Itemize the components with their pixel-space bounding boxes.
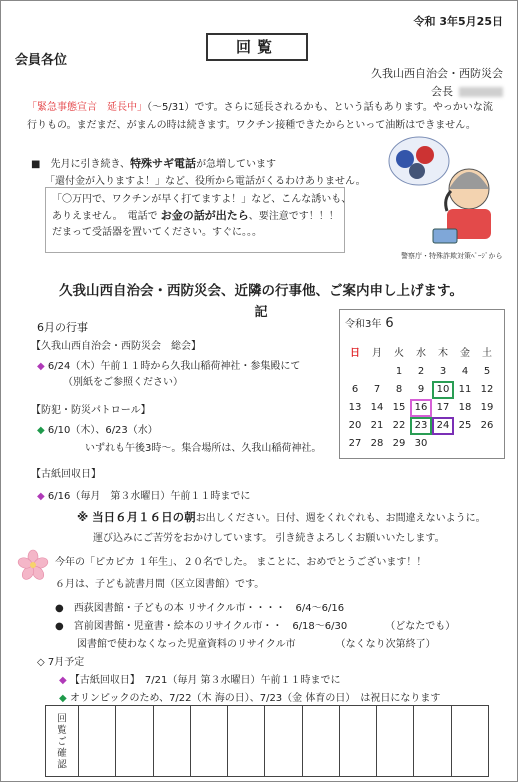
calendar-day: 21 xyxy=(370,420,384,431)
calendar-day: 8 xyxy=(395,384,403,395)
sec3-note1 xyxy=(77,509,486,525)
intro-paragraph xyxy=(27,99,497,135)
library-item-2-text: ● 宮前図書館・児童書・絵本のリサイクル市・・ 6/18～6/30 xyxy=(55,621,348,632)
calendar-day: 4 xyxy=(461,366,469,377)
calendar-day: 11 xyxy=(458,384,472,395)
illustration-caption: 警察庁・特殊詐欺対策ﾍﾟｰｼﾞから xyxy=(401,252,503,260)
weekday-label: 金 xyxy=(460,348,470,359)
calendar-day: 12 xyxy=(480,384,494,395)
headline: 久我山西自治会・西防災会、近隣の行事他、ご案内申し上げます。 xyxy=(59,283,463,299)
calendar-day: 25 xyxy=(458,420,472,431)
redacted-name xyxy=(459,87,503,97)
ki-mark: 記 xyxy=(254,305,268,320)
calendar-day: 23 xyxy=(410,417,432,435)
confirm-cell xyxy=(451,706,488,777)
sakura-flower-icon xyxy=(17,549,49,581)
calendar-day: 10 xyxy=(432,381,454,399)
calendar-day: 28 xyxy=(370,438,384,449)
calendar-day: 2 xyxy=(417,366,425,377)
sec2-title: 【防犯・防災パトロール】 xyxy=(31,405,151,416)
sec3-note2: 運び込みにご苦労をおかけしています。 引き続きよろしくお願いいたします。 xyxy=(93,533,445,544)
calendar-day: 17 xyxy=(436,402,450,413)
confirm-cell xyxy=(265,706,302,777)
kairan-title: 回覧 xyxy=(206,33,308,61)
weekday-label: 土 xyxy=(482,348,492,359)
confirm-cell xyxy=(190,706,227,777)
calendar-day: 5 xyxy=(483,366,491,377)
intro-text: （～5/31）です。さらに延長されるかも、という話もあります。やっかいな流行りもの。まだまだ、がまんの時は続きます。ワクチン接種できたからといって油断はできません。 xyxy=(27,102,493,131)
scam-box-line1: 「〇万円で、ワクチンが早く打てますよ！」など、こんな誘いも、 xyxy=(52,194,352,205)
confirm-cell xyxy=(228,706,265,777)
sec2-item-text: 6/10（木）、6/23（水） xyxy=(47,425,158,436)
weekday-label: 木 xyxy=(438,348,448,359)
calendar-day: 7 xyxy=(373,384,381,395)
emergency-label: 「緊急事態宣言 延長中」 xyxy=(27,102,147,113)
chair-line xyxy=(431,83,503,99)
weekday-label: 日 xyxy=(350,348,360,359)
library-item-3 xyxy=(77,635,436,650)
scam-line2: 「還付金が入りますよ！」など、役所から電話がくるわけありません。 xyxy=(45,176,366,187)
july-item-2 xyxy=(59,689,440,704)
sec3-note1-bold: ※ 当日６月１６日の朝 xyxy=(77,510,196,524)
diamond-bullet-icon: ◆ xyxy=(37,491,48,502)
issue-date: 令和 3年5月25日 xyxy=(413,15,503,28)
calendar-day: 29 xyxy=(392,438,406,449)
sec3-title: 【古紙回収日】 xyxy=(31,469,101,480)
sec1-item xyxy=(37,357,300,372)
calendar-day: 15 xyxy=(392,402,406,413)
sec2-item xyxy=(37,421,158,436)
calendar-day: 20 xyxy=(348,420,362,431)
confirm-cell xyxy=(377,706,414,777)
june-title: 6月の行事 xyxy=(37,321,88,334)
confirm-cell xyxy=(153,706,190,777)
diamond-bullet-icon: ◆ xyxy=(37,425,48,436)
sec3-item xyxy=(37,487,250,502)
scam-notice xyxy=(31,155,366,190)
scam-box-line2-post: 、要注意です！！！ xyxy=(248,211,339,222)
weekday-label: 火 xyxy=(394,348,404,359)
calendar-month: 6 xyxy=(385,316,394,331)
confirm-cell xyxy=(414,706,451,777)
sec3-item-text: 6/16（毎月 第３水曜日）午前１１時までに xyxy=(47,491,251,502)
july-item-2-text: オリンピックのため、7/22（木 海の日）、7/23（金 体育の日） は祝日になります xyxy=(69,693,441,704)
organization-name: 久我山西自治会・西防災会 xyxy=(371,67,503,80)
calendar-day: 14 xyxy=(370,402,384,413)
calendar-day: 24 xyxy=(432,417,454,435)
calendar-title xyxy=(345,315,394,331)
library-item-2-note: （どなたでも） xyxy=(385,621,456,632)
sec3-note1-text: お出しください。日付、週をくれぐれも、お間違えないように。 xyxy=(195,513,486,524)
calendar-day: 26 xyxy=(480,420,494,431)
calendar-day: 16 xyxy=(410,399,432,417)
calendar-day: 30 xyxy=(414,438,428,449)
confirmation-grid xyxy=(45,705,489,777)
diamond-bullet-icon: ◆ xyxy=(59,693,70,704)
library-item-3-text: 図書館で使わなくなった児童資料のリサイクル市 xyxy=(77,639,296,650)
calendar-day: 9 xyxy=(417,384,425,395)
calendar-day: 18 xyxy=(458,402,472,413)
july-item-1-text: 【古紙回収日】 7/21（毎月 第３水曜日）午前１１時までに xyxy=(69,675,341,686)
scam-box-line3: だまって受話器を置いてください。すぐに。。。 xyxy=(52,227,262,238)
scam-box xyxy=(45,187,352,253)
confirm-cell xyxy=(339,706,376,777)
scam-box-line2-pre: ありえません。 電話で xyxy=(52,211,158,222)
sec2-note: いずれも午後3時～。集合場所は、久我山稲荷神社。 xyxy=(85,443,322,454)
july-item-1 xyxy=(59,671,341,686)
addressee: 会員各位 xyxy=(15,53,68,68)
calendar-day: 19 xyxy=(480,402,494,413)
library-item-2 xyxy=(55,617,455,632)
calendar-day: 27 xyxy=(348,438,362,449)
calendar-day: 3 xyxy=(439,366,447,377)
calendar-day: 22 xyxy=(392,420,406,431)
library-item-1: ● 西荻図書館・子どもの本 リサイクル市・・・・ 6/4～6/16 xyxy=(55,603,345,614)
scam-line1-pre: ■ 先月に引き続き、 xyxy=(31,159,131,170)
calendar-day: 6 xyxy=(351,384,359,395)
diamond-bullet-icon: ◆ xyxy=(37,361,48,372)
confirm-cell xyxy=(116,706,153,777)
calendar-grid xyxy=(344,345,498,455)
weekday-label: 水 xyxy=(416,348,426,359)
phone-scam-illustration xyxy=(381,131,501,251)
news-line1: 今年の「ピカピカ １年生」、２０名でした。 まことに、おめでとうございます！！ xyxy=(55,557,427,568)
news-line2: ６月は、子ども読書月間（区立図書館）です。 xyxy=(55,579,265,590)
confirm-cell xyxy=(79,706,116,777)
calendar-era: 令和3年 xyxy=(345,319,382,330)
library-item-3-note: （なくなり次第終了） xyxy=(335,639,436,650)
scam-line1-post: が急増しています xyxy=(196,159,277,170)
chair-label: 会長 xyxy=(431,85,453,98)
sec1-title: 【久我山西自治会・西防災会 総会】 xyxy=(31,341,201,352)
july-title: ◇ 7月予定 xyxy=(37,657,85,668)
scam-box-line2-bold: お金の話が出たら xyxy=(160,209,249,222)
sec1-item-text: 6/24（木）午前１１時から久我山稲荷神社・参集殿にて xyxy=(47,361,301,372)
sec1-note: （別紙をご参照ください） xyxy=(63,377,183,388)
calendar-day: 13 xyxy=(348,402,362,413)
weekday-label: 月 xyxy=(372,348,382,359)
confirm-label: 回覧ご確認 xyxy=(55,713,66,771)
confirm-cell xyxy=(302,706,339,777)
diamond-bullet-icon: ◆ xyxy=(59,675,70,686)
scam-line1-bold: 特殊サギ電話 xyxy=(130,157,197,170)
calendar-day: 1 xyxy=(395,366,403,377)
